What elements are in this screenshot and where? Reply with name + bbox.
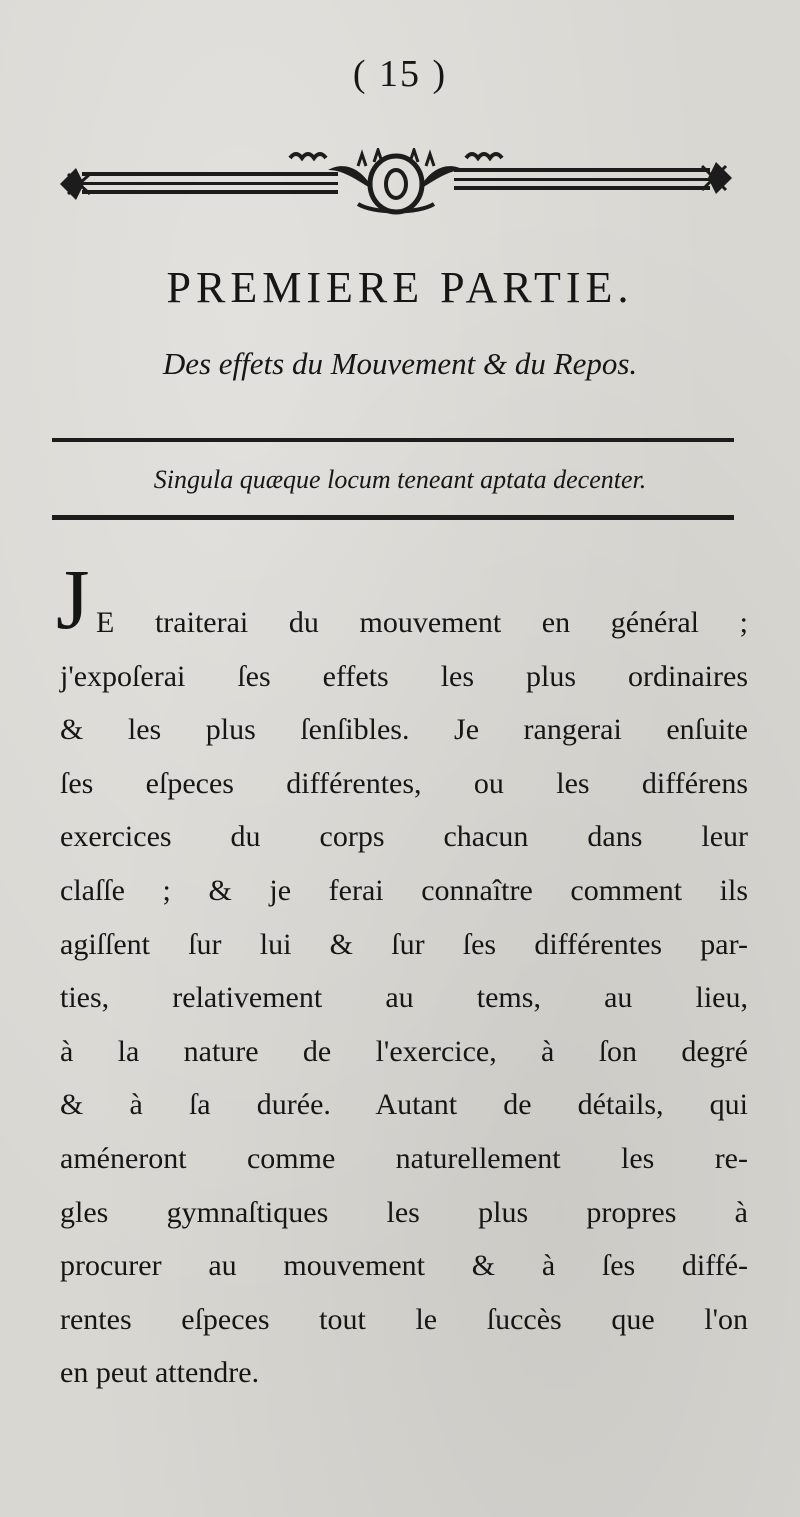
body-paragraph [60,596,748,1400]
text-line: exercices du corps chacun dans leur [60,820,748,854]
drop-cap: J [56,551,90,647]
text-line: à la nature de l'exercice, à ſon degré [60,1034,748,1068]
bottom-rule [52,515,734,520]
text-line: procurer au mouvement & à ſes diffé- [60,1249,748,1283]
page-number: ( 15 ) [352,53,448,95]
text-line: claſſe ; & je ferai connaître comment ils [60,873,748,907]
text-line: ties, relativement au tems, au lieu, [60,981,748,1015]
text-line: agiſſent ſur lui & ſur ſes différentes par- [60,927,748,961]
text-line: gles gymnaſtiques les plus propres à [60,1195,748,1229]
text-line: E traiterai du mouvement en général ; [96,606,748,639]
epigraph: Singula quæque locum teneant aptata decenter. [153,465,647,494]
text-line: & les plus ſenſibles. Je rangerai enſuite [60,713,748,747]
text-line: j'expoſerai ſes effets les plus ordinaires [60,659,748,693]
chapter-subtitle: Des effets du Mouvement & du Repos. [162,346,638,381]
text-line: ſes eſpeces différentes, ou les différens [60,766,748,800]
text-line: en peut attendre. [60,1356,260,1390]
text-line: rentes eſpeces tout le ſuccès que l'on [60,1302,748,1336]
text-line: améneront comme naturellement les re- [60,1141,748,1175]
top-rule [52,438,734,442]
decorative-headpiece-icon [58,148,734,218]
part-title: PREMIERE PARTIE. [166,263,634,312]
text-line: & à ſa durée. Autant de détails, qui [60,1088,748,1122]
